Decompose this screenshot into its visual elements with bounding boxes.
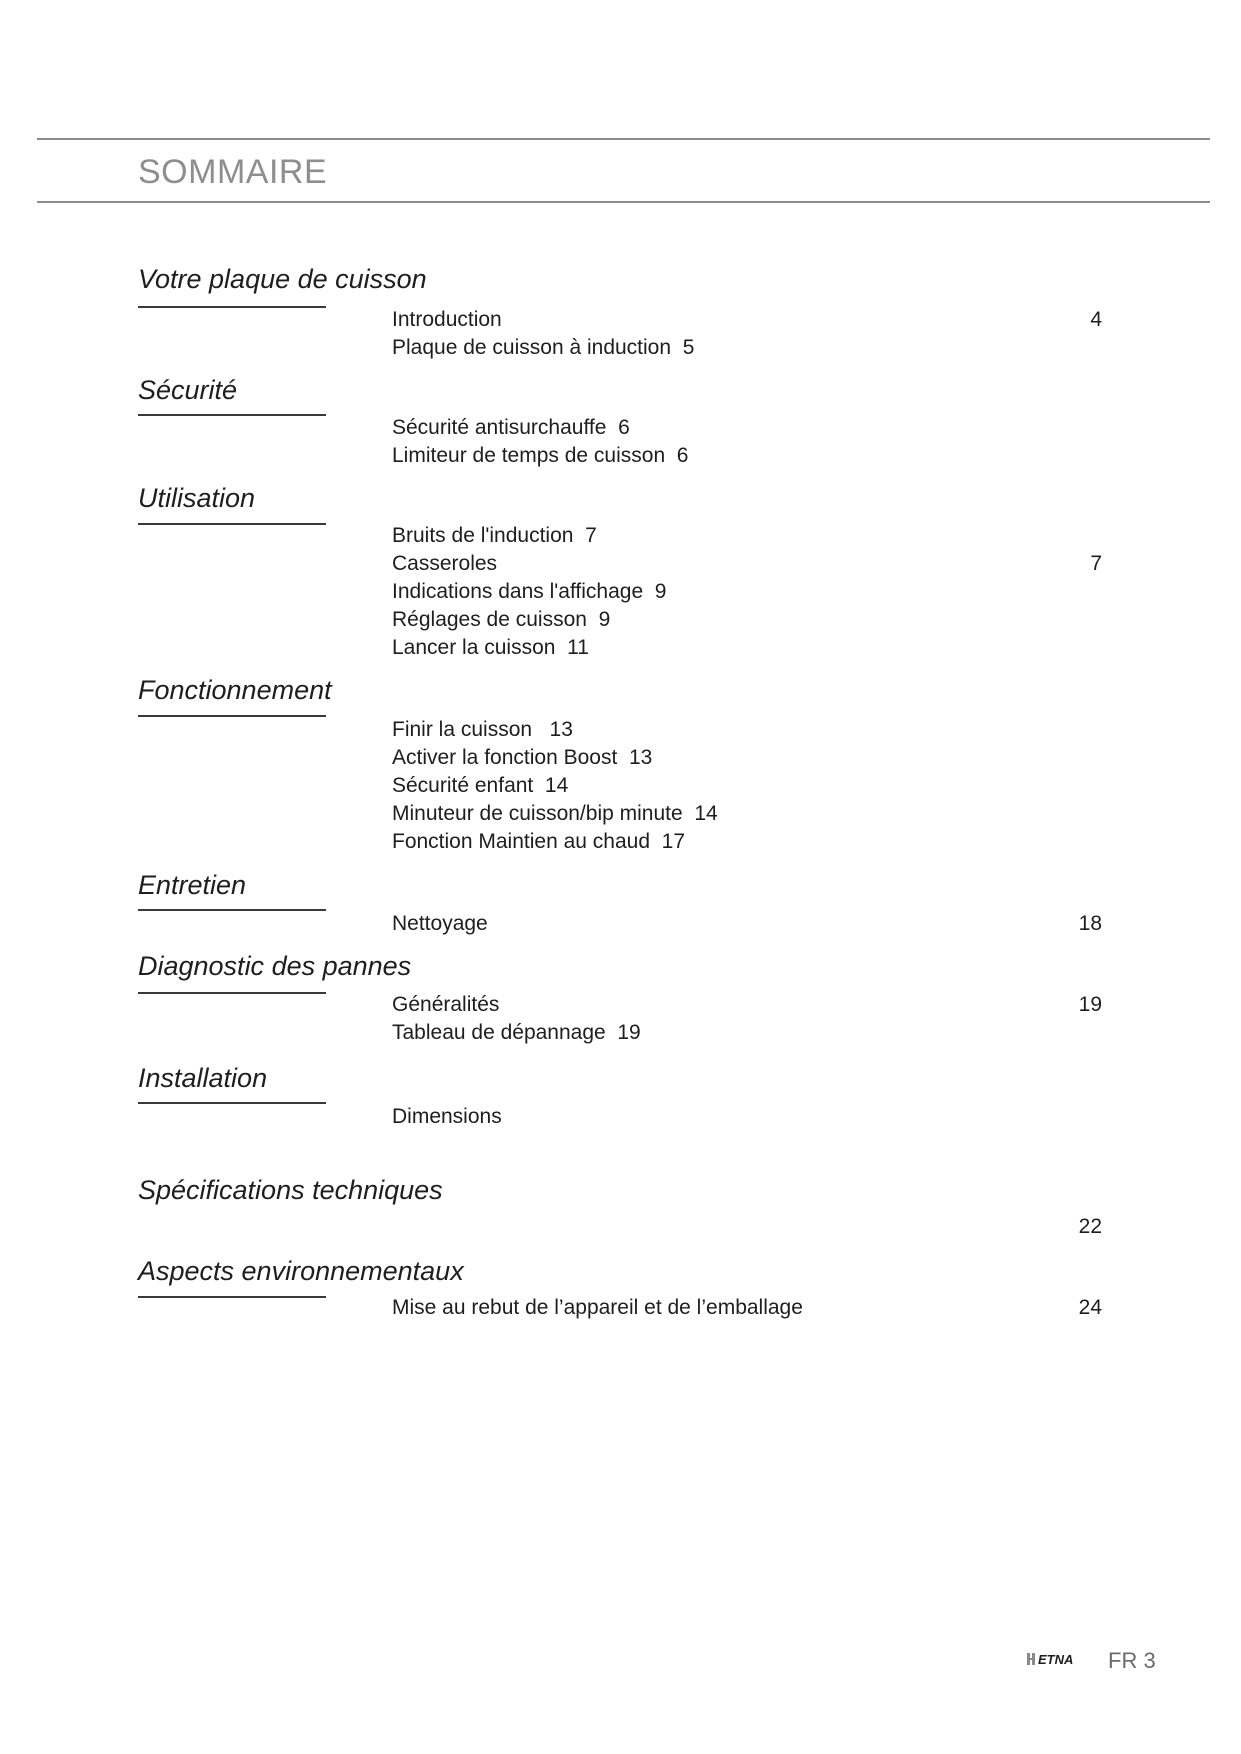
toc-entry: Plaque de cuisson à induction 5 bbox=[392, 336, 695, 359]
section-underline bbox=[138, 523, 326, 525]
svg-text:ETNA: ETNA bbox=[1038, 1652, 1074, 1667]
toc-entry: Tableau de dépannage 19 bbox=[392, 1021, 641, 1044]
toc-page-number: 18 bbox=[1078, 912, 1102, 935]
toc-entry: Dimensions bbox=[392, 1105, 502, 1128]
toc-page-number: 24 bbox=[1078, 1296, 1102, 1319]
page-title: SOMMAIRE bbox=[138, 153, 328, 191]
section-title: Installation bbox=[138, 1063, 268, 1093]
footer-page-label: FR 3 bbox=[1108, 1648, 1156, 1673]
section-underline bbox=[138, 306, 326, 308]
top-rule bbox=[37, 138, 1210, 140]
section-underline bbox=[138, 909, 326, 911]
toc-page-number: 4 bbox=[1090, 308, 1102, 331]
toc-page-number: 7 bbox=[1090, 552, 1102, 575]
etna-logo bbox=[1026, 1648, 1078, 1670]
toc-entry: Sécurité enfant 14 bbox=[392, 774, 569, 797]
toc-entry: Indications dans l'affichage 9 bbox=[392, 580, 667, 603]
section-title: Entretien bbox=[138, 870, 247, 900]
toc-entry: Introduction bbox=[392, 308, 502, 331]
section-title: Fonctionnement bbox=[138, 675, 332, 705]
section-underline bbox=[138, 1102, 326, 1104]
toc-entry: Mise au rebut de l’appareil et de l’emballage bbox=[392, 1296, 803, 1319]
section-underline bbox=[138, 414, 326, 416]
section-title: Aspects environnementaux bbox=[138, 1256, 464, 1286]
toc-entry: Nettoyage bbox=[392, 912, 488, 935]
toc-entry: Limiteur de temps de cuisson 6 bbox=[392, 444, 689, 467]
bottom-rule bbox=[37, 201, 1210, 203]
section-title: Diagnostic des pannes bbox=[138, 951, 412, 981]
toc-entry: Activer la fonction Boost 13 bbox=[392, 746, 653, 769]
toc-entry: Bruits de l'induction 7 bbox=[392, 524, 597, 547]
toc-entry: Finir la cuisson 13 bbox=[392, 718, 573, 741]
toc-entry: Sécurité antisurchauffe 6 bbox=[392, 416, 630, 439]
section-title: Spécifications techniques bbox=[138, 1175, 443, 1205]
section-underline bbox=[138, 1296, 326, 1298]
toc-entry: Réglages de cuisson 9 bbox=[392, 608, 611, 631]
section-title: Votre plaque de cuisson bbox=[138, 264, 427, 294]
toc-entry: Fonction Maintien au chaud 17 bbox=[392, 830, 686, 853]
section-underline bbox=[138, 992, 326, 994]
toc-page-number: 19 bbox=[1078, 993, 1102, 1016]
toc-entry: Minuteur de cuisson/bip minute 14 bbox=[392, 802, 718, 825]
section-title: Utilisation bbox=[138, 483, 256, 513]
toc-entry: Lancer la cuisson 11 bbox=[392, 636, 589, 659]
toc-page-number: 22 bbox=[1078, 1215, 1102, 1238]
section-underline bbox=[138, 715, 326, 717]
toc-entry: Généralités bbox=[392, 993, 500, 1016]
toc-entry: Casseroles bbox=[392, 552, 498, 575]
section-title: Sécurité bbox=[138, 375, 238, 405]
